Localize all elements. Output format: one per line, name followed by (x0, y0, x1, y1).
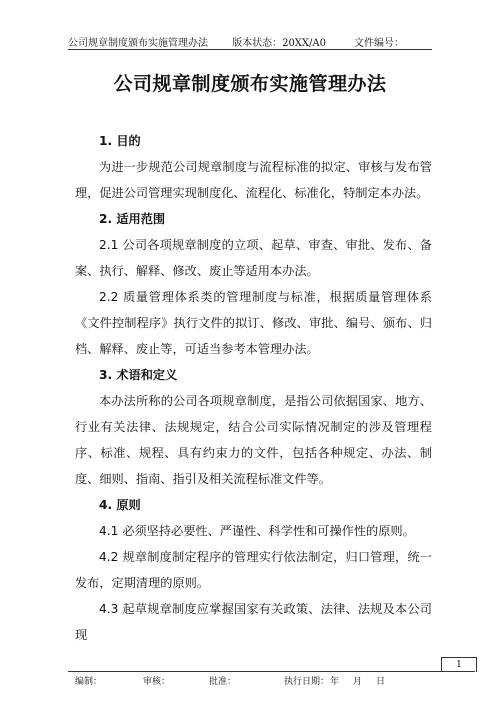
section-heading-purpose: 1. 目的 (99, 134, 141, 148)
section-paragraph: 2.2 质量管理体系类的管理制度与标准，根据质量管理体系《文件控制程序》执行文件的拟订、修改、审批、编号、颁布、归档、解释、废止等，可适当参考本管理办法。 (75, 290, 432, 356)
section-paragraph: 2.1 公司各项规章制度的立项、起草、审查、审批、发布、备案、执行、解释、修改、废止等适用本办法。 (75, 238, 432, 278)
header-doc-title: 公司规章制度颁布实施管理办法 (68, 38, 208, 49)
footer-exec-date: 执行日期： (284, 677, 330, 687)
page-title: 公司规章制度颁布实施管理办法 (113, 73, 387, 95)
section-heading-scope: 2. 适用范围 (99, 212, 166, 226)
section-heading-definitions: 3. 术语和定义 (99, 368, 178, 382)
page-header (68, 33, 432, 50)
header-version: 版本状态：20XX/A0 (232, 38, 326, 49)
footer-review: 审核： (143, 677, 171, 687)
section-paragraph: 本办法所称的公司各项规章制度，是指公司依据国家、地方、行业有关法律、法规规定，结合公司实际情况制定的涉及管理程序、标准、规程、具有约束力的文件，包括各种规定、办法、制度、细则、指南、指引及相关流程标准文件等。 (75, 394, 432, 486)
footer-month: 月 (353, 677, 363, 687)
header-doc-number: 文件编号： (354, 38, 404, 49)
footer-draft: 编制： (75, 677, 103, 687)
section-paragraph: 为进一步规范公司规章制度与流程标准的拟定、审核与发布管理，促进公司管理实现制度化、流程化、标准化，特制定本办法。 (75, 160, 432, 200)
footer-day: 日 (376, 677, 386, 687)
footer-divider (68, 671, 475, 672)
section-paragraph: 4.2 规章制度制定程序的管理实行依法制定，归口管理，统一发布，定期清理的原则。 (75, 550, 432, 590)
page-footer (75, 674, 385, 687)
page-number: 1 (441, 657, 477, 672)
footer-approve: 批准： (209, 677, 237, 687)
document-body (75, 128, 432, 648)
section-paragraph: 4.1 必须坚持必要性、严谨性、科学性和可操作性的原则。 (99, 524, 415, 538)
section-heading-principles: 4. 原则 (99, 498, 141, 512)
section-paragraph: 4.3 起草规章制度应掌握国家有关政策、法律、法规及本公司现 (75, 602, 432, 642)
footer-year: 年 (330, 677, 340, 687)
